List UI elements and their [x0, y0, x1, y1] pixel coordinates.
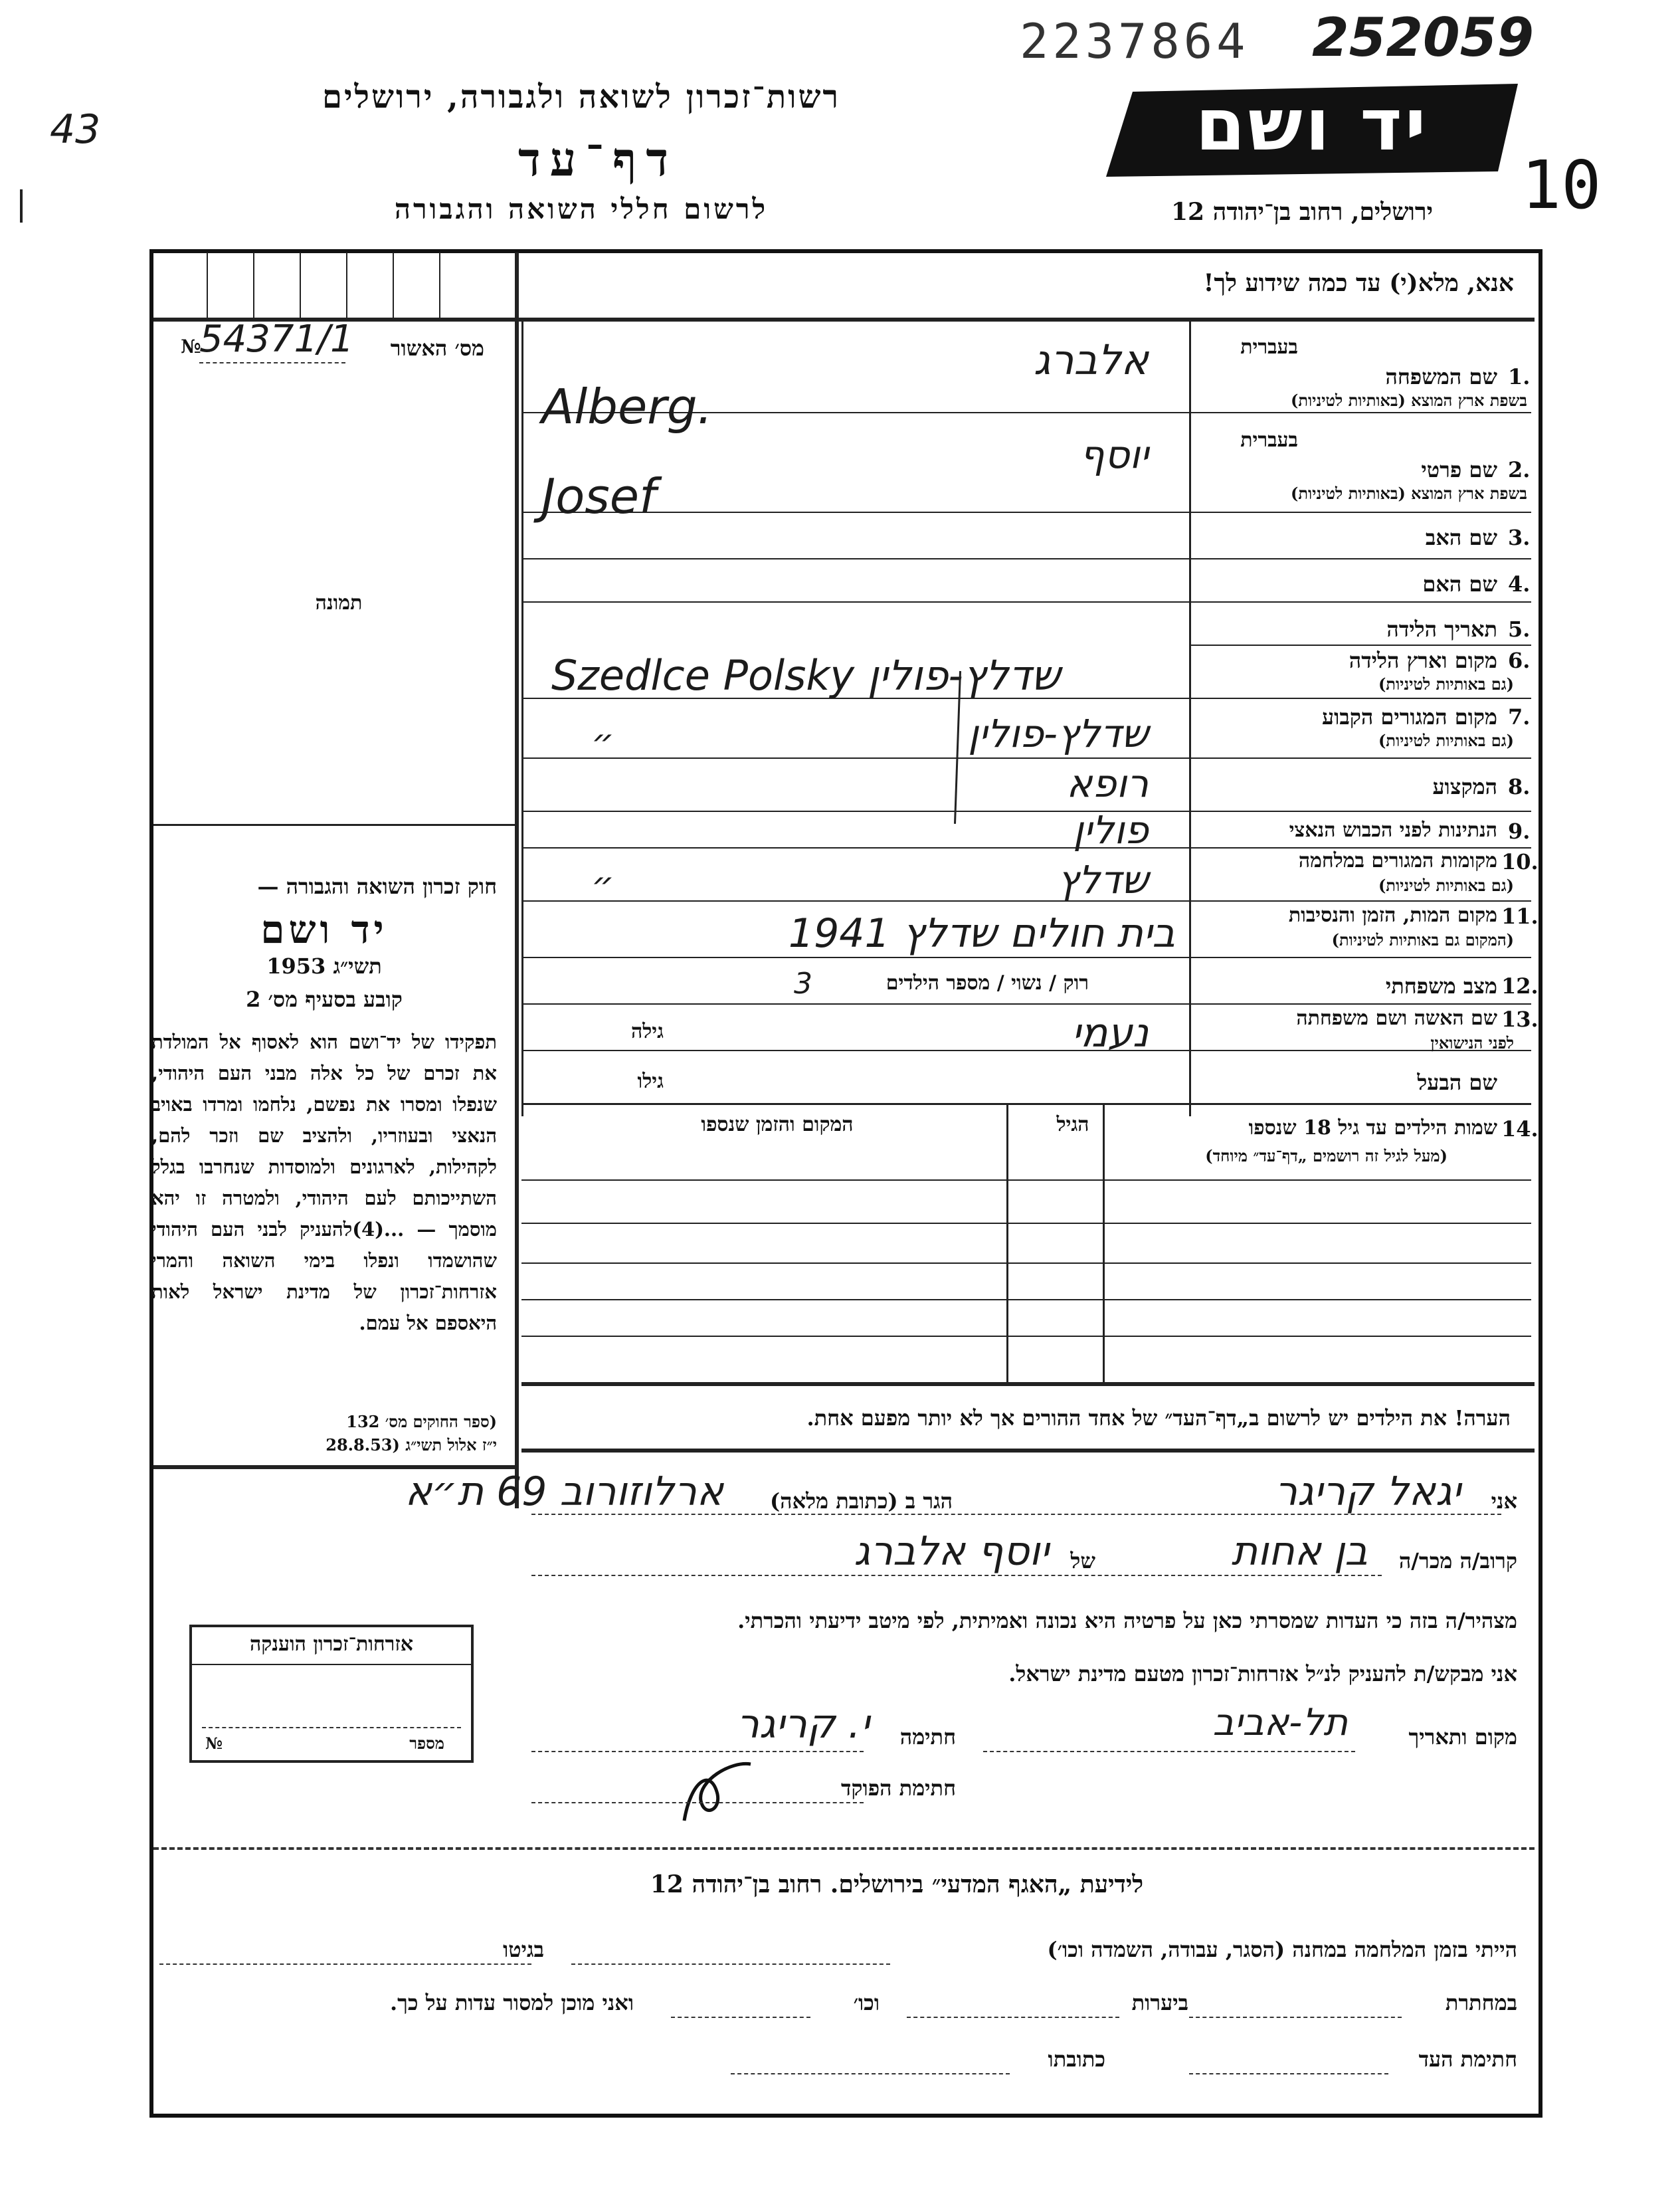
citizenship-box [189, 1625, 474, 1763]
field8-num: 8. [1508, 774, 1531, 799]
decl-address-value: ארלוזורוב 69 ת״א [405, 1468, 723, 1515]
field6-value: Szedlce Polsky שדלץ-פולין [551, 651, 1061, 700]
decl-declarant: יגאל קריגר [1275, 1468, 1461, 1515]
bottom-ready: ואני מוכן למסור עדות על כך. [389, 1990, 634, 2015]
field6-note: (גם באותיות לטיניות) [1378, 674, 1514, 694]
bottom-underground: במחתרת [1445, 1990, 1517, 2015]
field7-ditto: ״ [591, 721, 614, 763]
bottom-witness-sig: חתימת העד [1418, 2047, 1517, 2072]
field10-value: שדלץ [1057, 857, 1149, 902]
field2-num: 2. [1508, 457, 1531, 482]
decl-deceased-value: יוסף אלברג [854, 1528, 1049, 1575]
field11-value: בית חולים שדלץ 1941 [788, 910, 1175, 957]
field2-hebrew-value: יוסף [1079, 432, 1149, 477]
field13-age-label: גילה [630, 1020, 664, 1043]
field10-ditto: ״ [591, 864, 614, 906]
field13-note: לפני הנישואין [1430, 1033, 1514, 1053]
field2-in-hebrew: בעברית [1240, 429, 1298, 452]
field5-label: תאריך הלידה [1386, 617, 1497, 642]
field1-label: שם המשפחה [1385, 364, 1497, 389]
field13-label: שם האשה ושם משפחתה [1296, 1007, 1497, 1030]
label-column-divider [1189, 319, 1191, 1116]
photo-label: תמונה [315, 591, 363, 615]
field1-in-hebrew: בעברית [1240, 336, 1298, 359]
field14-num: 14. [1501, 1116, 1539, 1142]
children-row-line-3 [521, 1262, 1531, 1264]
field1-hebrew-value: אלברג [1033, 336, 1149, 384]
office-boxes [153, 252, 515, 319]
margin-number-right: 10 [1521, 146, 1602, 224]
field12-label: מצב משפחתי [1385, 973, 1497, 999]
field1-note: בשפת ארץ המוצא (באותיות לטיניות) [1291, 391, 1527, 410]
field9-num: 9. [1508, 819, 1531, 844]
handwritten-number: 252059 [1312, 7, 1534, 68]
children-row-line-4 [521, 1299, 1531, 1300]
children-row-line-2 [521, 1223, 1531, 1224]
field5-num: 5. [1508, 617, 1531, 642]
decl-statement: מצהיר/ה בזה כי העדות שמסרתי כאן על פרטיה היא נכונה ואמיתית, לפי מיטב ידיעתי והכרתי. [737, 1608, 1517, 1633]
field13-wife-value: נעמי [1072, 1010, 1149, 1056]
field12-status-options: רוק / נשוי / מספר הילדים [886, 971, 1089, 995]
field4-num: 4. [1508, 571, 1531, 597]
row-line-9 [521, 847, 1531, 849]
bottom-etc: וכו׳ [853, 1990, 880, 2015]
bottom-address-line [731, 2073, 1010, 2074]
law-date-ref: י״ז אלול תשי״ג (28.8.53 [326, 1435, 497, 1455]
row-line-10 [521, 900, 1531, 902]
children-place-col: המקום והזמן שנספו [701, 1113, 854, 1136]
decl-official-label: חתימת הפוקד [841, 1775, 956, 1801]
row-line-4 [521, 601, 1531, 603]
field10-num: 10. [1501, 849, 1539, 874]
form-title: דף־עד [517, 132, 678, 187]
field2-note: בשפת ארץ המוצא (באותיות לטיניות) [1291, 484, 1527, 503]
header-address: ירושלים, רחוב בן־יהודה 12 [1170, 198, 1434, 226]
bottom-witness-line [1189, 2073, 1388, 2074]
bottom-forests-line [907, 2017, 1119, 2018]
husband-age-label: גילו [637, 1070, 664, 1093]
official-signature-scribble [671, 1754, 764, 1827]
field8-label: המקצוע [1432, 774, 1497, 799]
bottom-camp-line [571, 1963, 890, 1965]
children-age-col-left [1006, 1103, 1008, 1382]
row-line-12 [521, 1003, 1531, 1005]
field3-num: 3. [1508, 525, 1531, 550]
field2-latin-value: Josef [541, 468, 656, 524]
field9-value: פולין [1073, 807, 1149, 853]
row-line-7 [521, 757, 1531, 759]
field12-children-value: 3 [794, 967, 812, 1001]
citizenship-no-sign: № [205, 1734, 223, 1753]
field7-label: מקום המגורים הקבוע [1322, 704, 1497, 730]
margin-mark [20, 189, 23, 223]
field11-note: (המקום גם באותיות לטיניות) [1331, 930, 1514, 950]
row-line-3 [521, 558, 1531, 559]
bottom-line1: הייתי בזמן המלחמה במחנה (הסגר, עבודה, השמדה וכו׳) [1047, 1937, 1517, 1962]
remark-text: הערה! את הילדים יש לרשום ב„דף־העד״ של אחד ההורים אך לא יותר מפעם אחת. [806, 1405, 1511, 1431]
law-text: תפקידו של יד־ושם הוא לאסוף אל המולדת את זכרם של כל אלה מבני העם היהודי, שנפלו ומסרו את נפשם, נלחמו ומרדו באויב הנאצי ובעוזריו, ולהציב שם וזכר להם, לקהילות, לארגונים ולמוסדות שנחרבו בגלל השתייכותם לעם היהודי, ולמטרה זו יהא מוסמך — ...(4)להעניק לבני העם היהודי שהושמדו ונפלו בימי השואה והמרי אזרחות־זכרון של מדינת ישראל לאות היאספם אל עמם. [151, 1031, 497, 1334]
field8-value: רופא [1066, 761, 1149, 806]
row-line-2 [521, 512, 1531, 513]
decl-line-2 [531, 1575, 1382, 1576]
row-line-13 [521, 1050, 1531, 1051]
approval-no-sign: № [181, 336, 201, 357]
field6-num: 6. [1508, 648, 1531, 673]
field7-value: שדלץ-פולין [968, 711, 1149, 756]
photo-bottom-line [153, 824, 515, 826]
decl-relative-label: קרוב/ה מכר/ה [1398, 1548, 1517, 1573]
children-row-line-5 [521, 1336, 1531, 1337]
authority-name: רשות־זכרון לשואה ולגבורה, ירושלים [322, 78, 841, 116]
margin-number-left: 43 [50, 106, 101, 153]
bottom-ghetto: בגיטו [503, 1937, 544, 1962]
approval-underline [199, 362, 345, 363]
field6-label: מקום וארץ הלידה [1349, 648, 1497, 673]
decl-signature-value: י. קריגר [736, 1701, 870, 1748]
row-line-8 [521, 811, 1531, 812]
logo-text: יד ושם [1195, 84, 1429, 167]
bottom-ghetto-line [159, 1963, 531, 1965]
field7-num: 7. [1508, 704, 1531, 730]
decl-of-label: של [1070, 1548, 1095, 1573]
decl-place-line [983, 1751, 1355, 1752]
bottom-underground-line [1189, 2017, 1402, 2018]
field14-note: (מעל לגיל זה רושמים „דף־עד״ מיוחד) [1205, 1146, 1447, 1165]
decl-official-line [531, 1802, 864, 1803]
field10-note: (גם באותיות לטיניות) [1378, 876, 1514, 895]
decl-resides-label: הגר ב (כתובת מלאה) [770, 1488, 953, 1514]
bottom-heading: לידיעת „האגף המדעי״ בירושלים. רחוב בן־יהודה 12 [650, 1870, 1144, 1898]
decl-i-label: אני [1491, 1488, 1517, 1514]
field4-label: שם האם [1422, 571, 1497, 597]
field2-label: שם פרטי [1421, 457, 1497, 482]
bottom-etc-line [671, 2017, 810, 2018]
children-table-bottom [521, 1382, 1535, 1386]
field7-note: (גם באותיות לטיניות) [1378, 731, 1514, 750]
decl-place-date-label: מקום ותאריך [1408, 1724, 1517, 1750]
law-name: יד ושם [260, 907, 388, 952]
stamp-number: 2237864 [1020, 13, 1250, 69]
decl-relation-value: בן אחות [1231, 1528, 1368, 1575]
field3-label: שם האב [1425, 525, 1497, 550]
children-age-col: הגיל [1056, 1113, 1089, 1136]
citizenship-title: אזרחות־זכרון הוענקה [249, 1633, 414, 1656]
field13-num: 13. [1501, 1007, 1539, 1032]
form-subtitle: לרשום חללי השואה והגבורה [394, 193, 769, 225]
row-line-14 [521, 1103, 1531, 1105]
row-line-11 [521, 957, 1531, 958]
left-column-divider [515, 252, 519, 1508]
decl-line-1 [531, 1514, 1501, 1515]
bottom-address: כתובתו [1048, 2047, 1105, 2072]
law-book-ref: (ספר החוקים מס׳ 132 [346, 1412, 497, 1431]
field11-num: 11. [1501, 904, 1539, 929]
instruction-line [153, 318, 1535, 322]
row-line-5 [1189, 645, 1531, 646]
children-age-col-right [1103, 1103, 1105, 1382]
field14-label: שמות הילדים עד גיל 18 שנספו [1248, 1116, 1497, 1140]
field10-label: מקומות המגורים במלחמה [1298, 849, 1497, 872]
remark-bottom-line [521, 1449, 1535, 1453]
field1-latin-value: Alberg. [541, 379, 713, 435]
field1-num: 1. [1508, 364, 1531, 389]
field9-label: הנתינות לפני הכבוש הנאצי [1289, 819, 1497, 842]
instruction-text: אנא, מלא(י) עד כמה שידוע לך! [1203, 269, 1514, 297]
law-clause: קובע בסעיף מס׳ 2 [246, 987, 403, 1012]
husband-label: שם הבעל [1417, 1070, 1497, 1095]
field12-num: 12. [1501, 973, 1539, 999]
law-year: תשי״ג 1953 [266, 954, 382, 979]
value-column-left-edge [521, 319, 523, 1116]
bottom-forests: ביערות [1131, 1990, 1188, 2015]
citizenship-number-label: מספר [409, 1734, 444, 1753]
decl-signature-label: חתימה [899, 1724, 956, 1750]
children-row-line-1 [521, 1179, 1531, 1181]
law-heading: חוק זכרון השואה והגבורה — [257, 874, 497, 899]
approval-label: מס׳ האשור [390, 336, 484, 361]
decl-request: אני מבקש/ת להעניק לנ״ל אזרחות־זכרון מטעם מדינת ישראל. [1008, 1661, 1517, 1686]
yad-vashem-logo [1106, 78, 1518, 178]
approval-number: 54371/1 [199, 318, 354, 361]
tear-line [153, 1847, 1535, 1850]
decl-signature-line [531, 1751, 864, 1752]
field11-label: מקום המות, הזמן והנסיבות [1288, 904, 1497, 927]
decl-place-value: תל-אביב [1212, 1701, 1348, 1744]
